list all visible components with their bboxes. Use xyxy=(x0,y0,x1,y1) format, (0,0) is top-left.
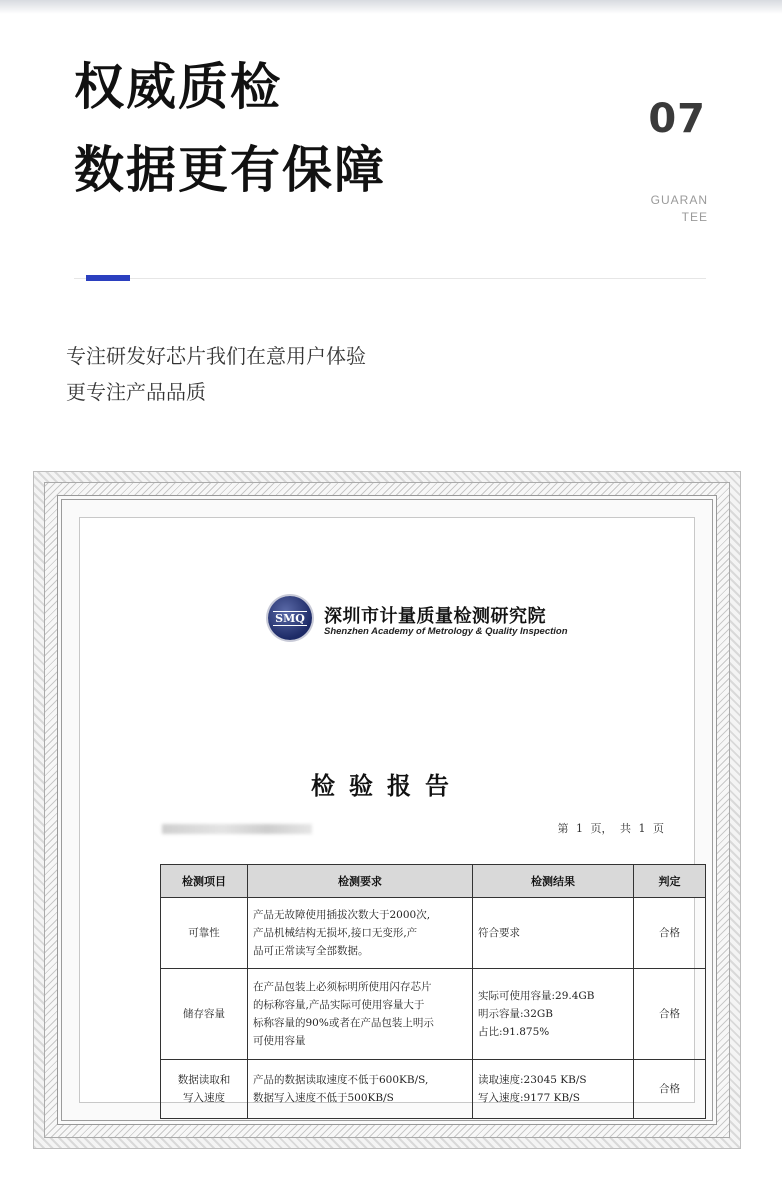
top-shadow xyxy=(0,0,782,14)
certificate-paper xyxy=(80,518,694,1102)
logo-text: SMQ xyxy=(275,611,305,625)
accent-bar xyxy=(86,275,130,281)
cell-requirement xyxy=(248,1060,473,1119)
institute-name-en: Shenzhen Academy of Metrology & Quality Inspection xyxy=(324,626,568,637)
item-line: 数据读取和 xyxy=(177,1074,231,1086)
intro-line1: 专注研发好芯片我们在意用户体验 xyxy=(66,344,366,368)
guarantee-label xyxy=(651,192,708,226)
cell-requirement xyxy=(248,898,473,969)
requirement-line: 品可正常读写全部数据。 xyxy=(253,945,369,957)
table-row xyxy=(161,898,706,969)
inspection-table xyxy=(160,864,706,1119)
headline-line2: 数据更有保障 xyxy=(74,141,386,199)
report-title: 检验报告 xyxy=(311,771,463,800)
result-line: 读取速度:23045 KB/S xyxy=(478,1074,587,1086)
headline-line1: 权威质检 xyxy=(74,58,282,116)
guarantee-line1: GUARAN xyxy=(650,193,708,207)
result-line: 占比:91.875% xyxy=(478,1026,550,1038)
header-requirement: 检测要求 xyxy=(248,865,473,898)
divider-line xyxy=(74,278,706,279)
intro-line2: 更专注产品品质 xyxy=(66,380,206,404)
cell-item xyxy=(161,1060,248,1119)
result-line: 实际可使用容量:29.4GB xyxy=(478,990,595,1002)
cell-verdict: 合格 xyxy=(634,898,706,969)
header-result: 检测结果 xyxy=(473,865,634,898)
page-info: 第 1 页， 共 1 页 xyxy=(557,822,664,835)
header-verdict: 判定 xyxy=(634,865,706,898)
requirement-line: 标称容量的90%或者在产品包装上明示 xyxy=(253,1017,434,1029)
result-line: 明示容量:32GB xyxy=(478,1008,554,1020)
requirement-line: 产品机械结构无损坏,接口无变形,产 xyxy=(253,927,418,939)
cell-item: 可靠性 xyxy=(161,898,248,969)
requirement-line: 产品的数据读取速度不低于600KB/S, xyxy=(253,1074,429,1086)
requirement-line: 产品无故障使用插拔次数大于2000次, xyxy=(253,909,431,921)
guarantee-line2: TEE xyxy=(681,210,708,224)
cell-requirement xyxy=(248,969,473,1060)
cell-result xyxy=(473,969,634,1060)
requirement-line: 可使用容量 xyxy=(253,1035,306,1047)
cell-result xyxy=(473,1060,634,1119)
result-line: 符合要求 xyxy=(478,927,520,939)
institute-name-cn: 深圳市计量质量检测研究院 xyxy=(324,606,546,627)
table-row xyxy=(161,969,706,1060)
intro-text xyxy=(66,338,366,410)
result-line: 写入速度:9177 KB/S xyxy=(478,1092,580,1104)
cell-item: 储存容量 xyxy=(161,969,248,1060)
requirement-line: 在产品包装上必须标明所使用闪存芯片 xyxy=(253,981,432,993)
requirement-line: 数据写入速度不低于500KB/S xyxy=(253,1092,394,1104)
header-item: 检测项目 xyxy=(161,865,248,898)
cell-verdict: 合格 xyxy=(634,1060,706,1119)
cell-result xyxy=(473,898,634,969)
smq-logo-icon xyxy=(268,596,312,640)
report-number-blurred xyxy=(162,824,312,834)
requirement-line: 的标称容量,产品实际可使用容量大于 xyxy=(253,999,425,1011)
table-header-row xyxy=(161,865,706,898)
item-line: 写入速度 xyxy=(183,1092,225,1104)
section-number: 07 xyxy=(648,96,706,142)
table-row xyxy=(161,1060,706,1119)
certificate xyxy=(34,472,740,1148)
cell-verdict: 合格 xyxy=(634,969,706,1060)
